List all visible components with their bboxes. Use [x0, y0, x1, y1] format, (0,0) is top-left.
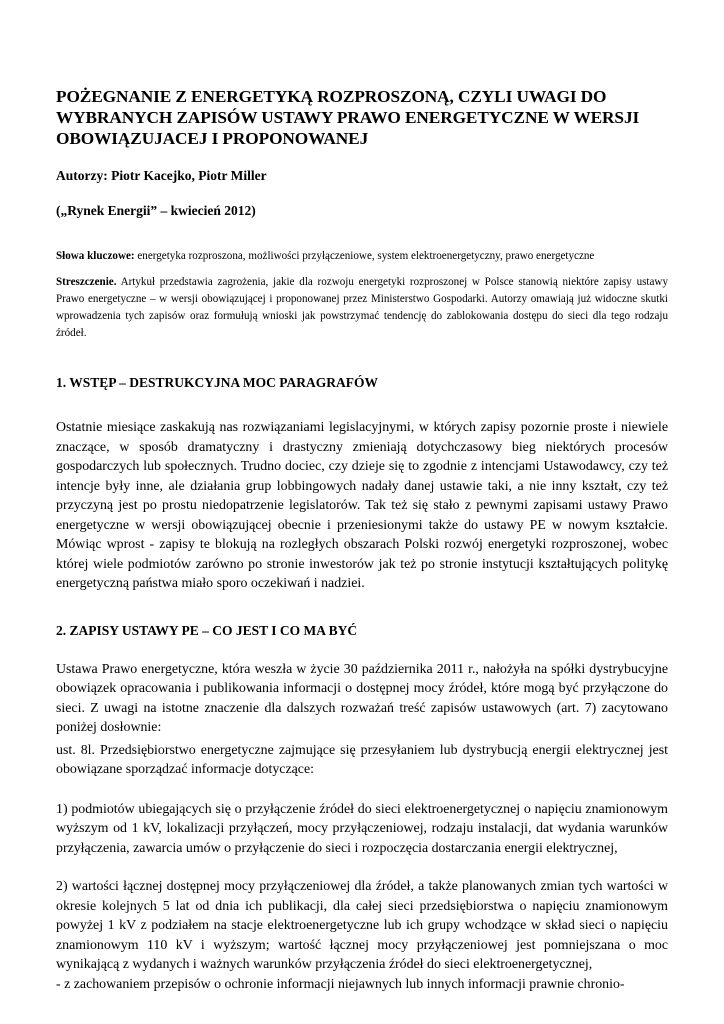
- keywords-text: energetyka rozproszona, możliwości przyłączeniowe, system elektroenergetyczny, prawo energetyczne: [134, 250, 595, 262]
- keywords-paragraph: [56, 248, 668, 265]
- abstract-paragraph: [56, 274, 668, 342]
- section-1-heading: 1. WSTĘP – DESTRUKCYJNA MOC PARAGRAFÓW: [56, 375, 379, 390]
- abstract-text: Artykuł przedstawia zagrożenia, jakie dla rozwoju energetyki rozproszonej w Polsce stanowią niektóre zapisy ustawy Prawo energetyczne – w wersji obowiązującej i proponowanej przez Ministerstwo Gospodarki. Autorzy omawiają już widoczne skutki wprowadzenia tych zapisów oraz formułują wnioski jak powstrzymać tendencję do zablokowania dostępu do sieci dla tego rodzaju źródeł.: [56, 276, 668, 339]
- source-line: („Rynek Energii” – kwiecień 2012): [56, 203, 256, 218]
- section-2-paragraph-continued: - z zachowaniem przepisów o ochronie informacji niejawnych lub innych informacji prawnie chronio-: [56, 976, 625, 992]
- section-2-list-item-2: 2) wartości łącznej dostępnej mocy przyłączeniowej dla źródeł, a także planowanych zmian tych wartości w okresie kolejnych 5 lat od dnia ich publikacji, dla całej sieci przedsiębiorstwa o napięciu znamionowym powyżej 1 kV z podziałem na stacje elektroenergetyczne lub ich grupy wchodzące w skład sieci o napięciu znamionowym 110 kV i wyższym; wartość łącznej mocy przyłączeniowej jest pomniejszana o moc wynikającą z wydanych i ważnych warunków przyłączenia źródeł do sieci elektroenergetycznej,: [56, 879, 668, 972]
- keywords-label: Słowa kluczowe:: [56, 250, 135, 262]
- section-2-paragraph-1: Ustawa Prawo energetyczne, która weszła w życie 30 października 2011 r., nałożyła na spółki dystrybucyjne obowiązek opracowania i publikowania informacji o dostępnej mocy źródeł, które mogą być przyłączone do sieci. Z uwagi na istotne znaczenie dla dalszych rozważań treść zapisów ustawowych (art. 7) zacytowano poniżej dosłownie:: [56, 661, 668, 735]
- document-title: POŻEGNANIE Z ENERGETYKĄ ROZPROSZONĄ, CZYLI UWAGI DO WYBRANYCH ZAPISÓW USTAWY PRAWO ENERGETYCZNE W WERSJI OBOWIĄZUJACEJ I PROPONOWANEJ: [56, 87, 640, 148]
- authors-line: Autorzy: Piotr Kacejko, Piotr Miller: [56, 168, 267, 183]
- section-1-paragraph: Ostatnie miesiące zaskakują nas rozwiązaniami legislacyjnymi, w których zapisy pozornie proste i niewiele znaczące, w sposób dramatyczny i drastyczny zmieniają dotychczasowy bieg niektórych procesów gospodarczych lub społecznych. Trudno dociec, czy dzieje się to zgodnie z intencjami Ustawodawcy, czy też intencje były inne, ale działania grup lobbingowych nadały danej ustawie taki, a nie inny kształt, czy też przyczyną jest po prostu niedopatrzenie legislatorów. Tak też się stało z pewnymi zapisami ustawy Prawo energetyczne w wersji obowiązującej obecnie i przeniesionymi także do ustawy PE w nowym kształcie. Mówiąc wprost - zapisy te blokują na rozległych obszarach Polski rozwój energetyki rozproszonej, wobec której wiele podmiotów zarówno po stronie inwestorów jak też po stronie instytucji kształtujących politykę energetyczną państwa miało sporo oczekiwań i nadziei.: [56, 420, 668, 591]
- section-2-paragraph-2: ust. 8l. Przedsiębiorstwo energetyczne zajmujące się przesyłaniem lub dystrybucją energii elektrycznej jest obowiązane sporządzać informacje dotyczące:: [56, 742, 668, 777]
- document-page: [56, 86, 668, 994]
- section-2-list-item-1: 1) podmiotów ubiegających się o przyłączenie źródeł do sieci elektroenergetycznej o napięciu znamionowym wyższym od 1 kV, lokalizacji przyłączeń, mocy przyłączeniowej, rodzaju instalacji, dat wydania warunków przyłączenia, zawarcia umów o przyłączenie do sieci i rozpoczęcia dostarczania energii elektrycznej,: [56, 801, 668, 856]
- section-2-heading: 2. ZAPISY USTAWY PE – CO JEST I CO MA BYĆ: [56, 622, 358, 638]
- abstract-label: Streszczenie.: [56, 276, 117, 288]
